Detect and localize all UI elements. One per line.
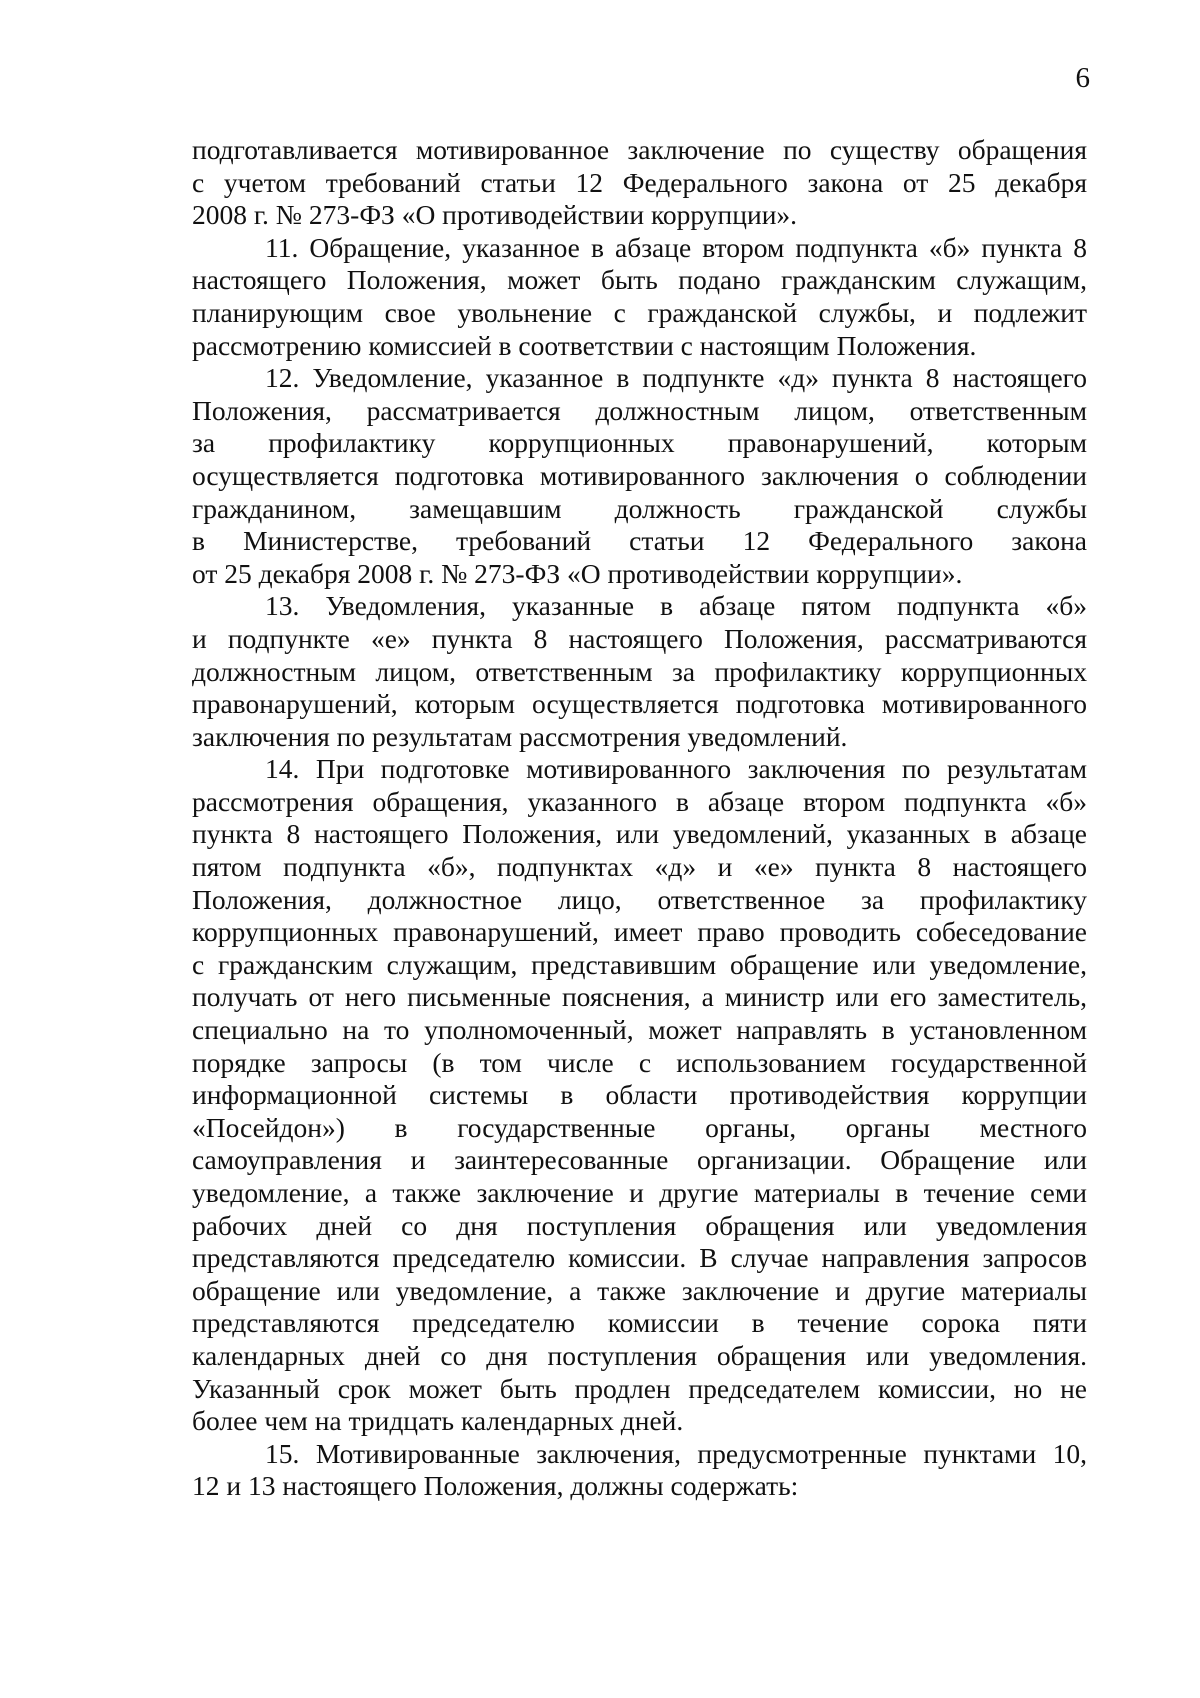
text-line: и подпункте «е» пункта 8 настоящего Положения, рассматриваются [192, 622, 1087, 654]
paragraph-14 [192, 753, 1087, 1437]
text-line: самоуправления и заинтересованные организации. Обращение или [192, 1144, 1087, 1176]
text-line: настоящего Положения, может быть подано гражданским служащим, [192, 264, 1087, 296]
text-line: «Посейдон») в государственные органы, органы местного [192, 1111, 1087, 1143]
paragraph-11 [192, 232, 1087, 362]
text-line: представляются председателю комиссии в течение сорока пяти [192, 1307, 1087, 1339]
text-line: 2008 г. № 273-ФЗ «О противодействии коррупции». [192, 199, 798, 231]
text-line: 12. Уведомление, указанное в подпункте «д» пункта 8 настоящего [265, 362, 1087, 394]
text-line: представляются председателю комиссии. В случае направления запросов [192, 1242, 1087, 1274]
text-line: информационной системы в области противодействия коррупции [192, 1079, 1087, 1111]
text-line: рабочих дней со дня поступления обращения или уведомления [192, 1209, 1087, 1241]
text-line: 13. Уведомления, указанные в абзаце пятом подпункта «б» [265, 590, 1087, 622]
text-line: осуществляется подготовка мотивированного заключения о соблюдении [192, 459, 1087, 491]
text-line: порядке запросы (в том числе с использованием государственной [192, 1046, 1087, 1078]
text-line: должностным лицом, ответственным за профилактику коррупционных [192, 655, 1087, 687]
text-line: Указанный срок может быть продлен председателем комиссии, но не [192, 1372, 1087, 1404]
text-line: с гражданским служащим, представившим обращение или уведомление, [192, 948, 1087, 980]
text-line: 12 и 13 настоящего Положения, должны содержать: [192, 1470, 799, 1502]
text-line: подготавливается мотивированное заключение по существу обращения [192, 134, 1087, 165]
text-line: от 25 декабря 2008 г. № 273-ФЗ «О противодействии коррупции». [192, 557, 963, 589]
text-line: в Министерстве, требований статьи 12 Федерального закона [192, 525, 1087, 557]
text-line: пункта 8 настоящего Положения, или уведомлений, указанных в абзаце [192, 818, 1087, 850]
text-line: гражданином, замещавшим должность гражданской службы [192, 492, 1087, 524]
paragraph-continuation [192, 134, 1087, 232]
text-line: специально на то уполномоченный, может направлять в установленном [192, 1014, 1087, 1046]
text-line: обращение или уведомление, а также заключение и другие материалы [192, 1274, 1087, 1306]
text-line: заключения по результатам рассмотрения уведомлений. [192, 720, 848, 752]
text-line: 15. Мотивированные заключения, предусмотренные пунктами 10, [265, 1437, 1087, 1469]
text-line: за профилактику коррупционных правонарушений, которым [192, 427, 1087, 459]
text-line: рассмотрению комиссией в соответствии с настоящим Положения. [192, 329, 977, 361]
paragraph-13 [192, 590, 1087, 753]
page-number: 6 [1075, 62, 1090, 94]
text-line: календарных дней со дня поступления обращения или уведомления. [192, 1339, 1087, 1371]
text-line: планирующим свое увольнение с гражданской службы, и подлежит [192, 296, 1087, 328]
paragraph-15 [192, 1438, 1087, 1503]
text-line: с учетом требований статьи 12 Федерального закона от 25 декабря [192, 166, 1087, 198]
text-line: рассмотрения обращения, указанного в абзаце втором подпункта «б» [192, 785, 1087, 817]
text-line: коррупционных правонарушений, имеет право проводить собеседование [192, 916, 1087, 948]
text-line: Положения, должностное лицо, ответственное за профилактику [192, 883, 1087, 915]
text-line: 11. Обращение, указанное в абзаце втором подпункта «б» пункта 8 [265, 231, 1087, 263]
text-line: уведомление, а также заключение и другие материалы в течение семи [192, 1177, 1087, 1208]
document-body [192, 134, 1087, 1503]
text-line: более чем на тридцать календарных дней. [192, 1405, 684, 1437]
text-line: пятом подпункта «б», подпунктах «д» и «е» пункта 8 настоящего [192, 851, 1087, 883]
text-line: получать от него письменные пояснения, а министр или его заместитель, [192, 981, 1087, 1013]
text-line: Положения, рассматривается должностным лицом, ответственным [192, 394, 1087, 426]
paragraph-12 [192, 362, 1087, 590]
text-line: 14. При подготовке мотивированного заключения по результатам [265, 753, 1087, 785]
text-line: правонарушений, которым осуществляется подготовка мотивированного [192, 688, 1087, 720]
